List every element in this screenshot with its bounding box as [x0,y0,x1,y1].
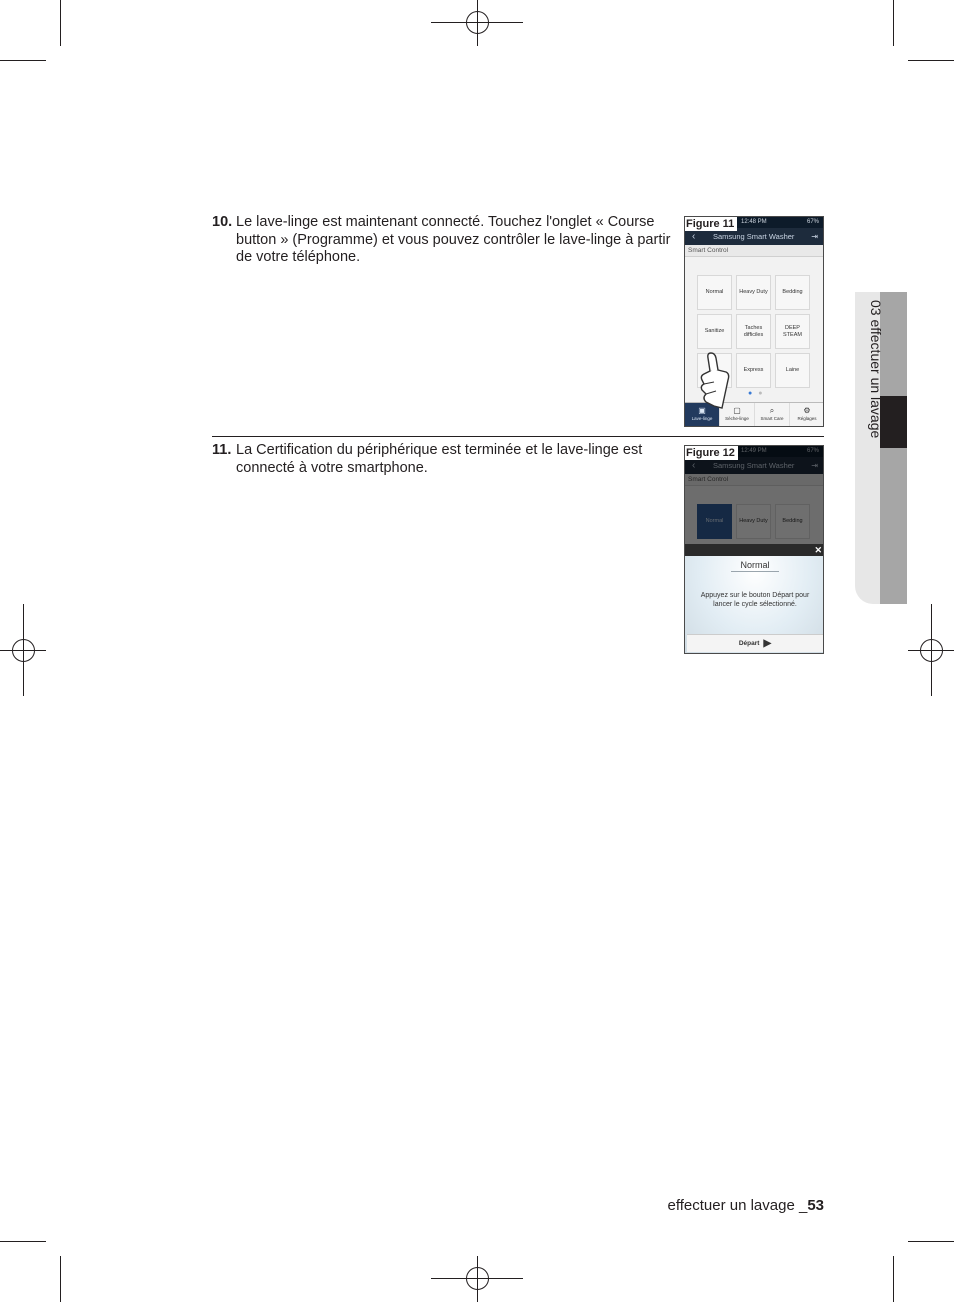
status-time: 12:48 PM [741,219,767,225]
footer-text: effectuer un lavage _ [667,1197,808,1214]
course-tile-normal[interactable]: Normal [697,275,732,310]
page-footer [667,1197,824,1214]
popup-title: Normal [731,560,779,572]
course-tile-express[interactable]: Express [736,353,771,388]
tab-label: Sèche-linge [725,416,749,421]
page-number: 53 [807,1197,824,1214]
tab-label: Smart Care [760,416,784,421]
dryer-icon: ▢ [733,406,741,415]
app-title: Samsung Smart Washer [713,232,795,241]
close-icon[interactable]: ✕ [814,545,822,555]
step-number: 11. [212,442,232,458]
course-popup [685,556,824,653]
play-icon: ▶ [763,638,772,649]
page-indicator: ● ● [748,390,765,397]
gear-icon: ⚙ [803,406,811,415]
chapter-tab-strip [880,292,907,604]
smart-care-icon: ⌕ [769,406,775,415]
chapter-label: 03 effectuer un lavage [868,300,884,439]
tab-label: Lave-linge [691,416,713,421]
course-tile-heavy-duty[interactable]: Heavy Duty [736,275,771,310]
step-text: Le lave-linge est maintenant connecté. Touchez l'onglet « Course button » (Programme) et vous pouvez contrôler le lave-linge à partir de votre téléphone. [236,214,671,265]
chapter-tab-marker [880,396,907,448]
plug-icon[interactable]: ⇥ [811,232,818,241]
course-tile-deep-steam[interactable]: DEEP STEAM [775,314,810,349]
popup-message-text: Appuyez sur le bouton Départ pour lancer le cycle sélectionné. [700,592,810,608]
step-text: La Certification du périphérique est terminée et le lave-linge est connecté à votre smartphone. [236,442,643,476]
tab-smart-care[interactable] [755,403,790,426]
course-tile-taches-difficiles[interactable]: Taches difficiles [736,314,771,349]
back-icon[interactable]: ‹ [692,231,696,242]
depart-button[interactable] [687,634,823,652]
popup-header [685,544,824,556]
depart-label: Départ [738,640,760,647]
course-tile-laine[interactable]: Laine [775,353,810,388]
figure-label: Figure 11 [685,217,737,231]
step-10 [212,214,692,274]
course-tile-sanitize[interactable]: Sanitize [697,314,732,349]
tab-label: Réglages [797,416,817,421]
dim-overlay [685,446,824,545]
step-11 [212,442,692,482]
popup-message [685,591,824,609]
course-tile-bedding[interactable]: Bedding [775,275,810,310]
tab-reglages[interactable] [790,403,824,426]
divider [212,436,824,437]
figure-label: Figure 12 [685,446,738,460]
pointing-hand-icon [694,350,740,410]
figure-12 [684,445,824,654]
section-title: Smart Control [685,245,823,257]
step-number: 10. [212,214,233,230]
battery-indicator: 67% [806,219,819,225]
washer-icon: ▣ [698,406,706,415]
